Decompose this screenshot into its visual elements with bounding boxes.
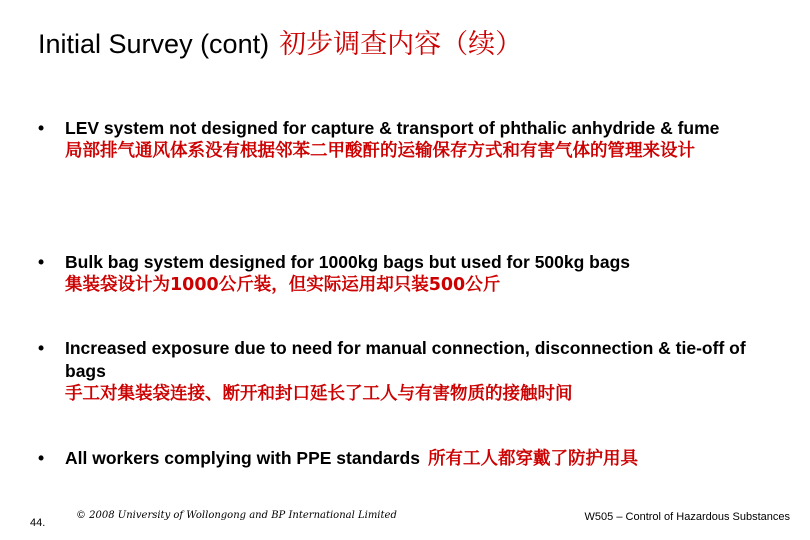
slide-title [38,24,522,65]
copyright-notice: © 2008 University of Wollongong and BP International Limited [76,510,397,521]
page-number: 44. [30,517,46,529]
bullet-text-zh: 手工对集装袋连接、断开和封口延长了工人与有害物质的接触时间 [65,384,573,404]
slide-title-en: Initial Survey (cont) [38,29,270,59]
slide-title-zh: 初步调查内容（续） [279,29,523,60]
bullet-text-en: Increased exposure due to need for manual connection, disconnection & tie-off of bags [65,338,746,381]
course-title: W505 – Control of Hazardous Substances [584,511,790,523]
bullet-dot: • [38,338,45,358]
bullet-dot: • [38,252,45,272]
bullet-item [38,251,774,297]
bullet-dot: • [38,448,45,468]
bullet-text-en: Bulk bag system designed for 1000kg bags but used for 500kg bags [65,252,631,272]
bullet-item [38,447,774,471]
bullet-item [38,117,774,163]
bullet-text-zh: 局部排气通风体系没有根据邻苯二甲酸酐的运输保存方式和有害气体的管理来设计 [65,141,695,161]
bullet-item [38,337,774,406]
bullet-dot: • [38,118,45,138]
bullet-text-en: All workers complying with PPE standards [65,448,420,468]
bullet-text-zh: 所有工人都穿戴了防护用具 [427,449,638,469]
bullet-text-zh: 集装袋设计为1000公斤装，但实际运用却只装500公斤 [65,275,501,295]
bullet-text-en: LEV system not designed for capture & transport of phthalic anhydride & fume [65,118,720,138]
